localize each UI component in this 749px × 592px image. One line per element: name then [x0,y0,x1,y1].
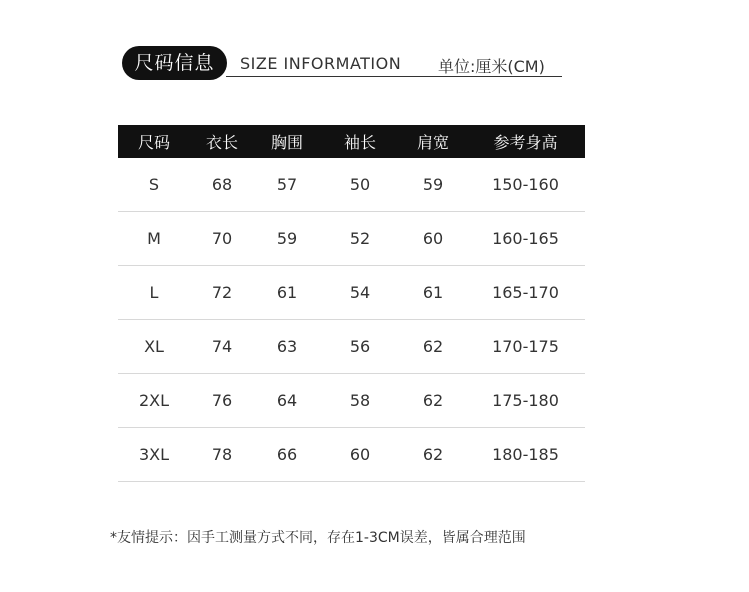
table-cell: 62 [400,374,466,428]
table-cell: 76 [190,374,254,428]
table-cell: 60 [400,212,466,266]
table-cell: 74 [190,320,254,374]
header-english-title: SIZE INFORMATION [240,54,402,73]
column-header-sleeve: 袖长 [320,125,400,158]
table-cell: 59 [254,212,320,266]
table-cell: 66 [254,428,320,482]
table-cell: XL [118,320,190,374]
table-row [118,428,585,482]
table-cell: 60 [320,428,400,482]
table-row [118,158,585,212]
header-badge: 尺码信息 [122,46,227,80]
header-underline [226,76,562,77]
table-cell: 57 [254,158,320,212]
column-header-size: 尺码 [118,125,190,158]
table-cell: 180-185 [466,428,585,482]
table-row [118,212,585,266]
table-cell: 3XL [118,428,190,482]
column-header-chest: 胸围 [254,125,320,158]
table-row [118,374,585,428]
table-cell: 175-180 [466,374,585,428]
table-cell: 56 [320,320,400,374]
table-cell: S [118,158,190,212]
table-row [118,266,585,320]
table-cell: 78 [190,428,254,482]
table-cell: 70 [190,212,254,266]
table-cell: M [118,212,190,266]
size-info-header [122,46,562,80]
header-unit-label: 单位:厘米(CM) [438,57,545,76]
table-cell: 62 [400,428,466,482]
table-cell: 62 [400,320,466,374]
table-cell: L [118,266,190,320]
table-cell: 58 [320,374,400,428]
measurement-note: *友情提示：因手工测量方式不同，存在1-3CM误差，皆属合理范围 [110,530,526,546]
table-cell: 50 [320,158,400,212]
table-cell: 72 [190,266,254,320]
table-row [118,320,585,374]
table-cell: 64 [254,374,320,428]
table-cell: 2XL [118,374,190,428]
column-header-length: 衣长 [190,125,254,158]
table-cell: 150-160 [466,158,585,212]
table-cell: 61 [400,266,466,320]
table-cell: 54 [320,266,400,320]
table-cell: 68 [190,158,254,212]
table-header-row [118,125,585,158]
column-header-shoulder: 肩宽 [400,125,466,158]
column-header-height: 参考身高 [466,125,585,158]
table-cell: 52 [320,212,400,266]
table-cell: 63 [254,320,320,374]
size-table [118,125,585,482]
table-cell: 165-170 [466,266,585,320]
table-cell: 170-175 [466,320,585,374]
table-cell: 61 [254,266,320,320]
table-cell: 59 [400,158,466,212]
table-cell: 160-165 [466,212,585,266]
